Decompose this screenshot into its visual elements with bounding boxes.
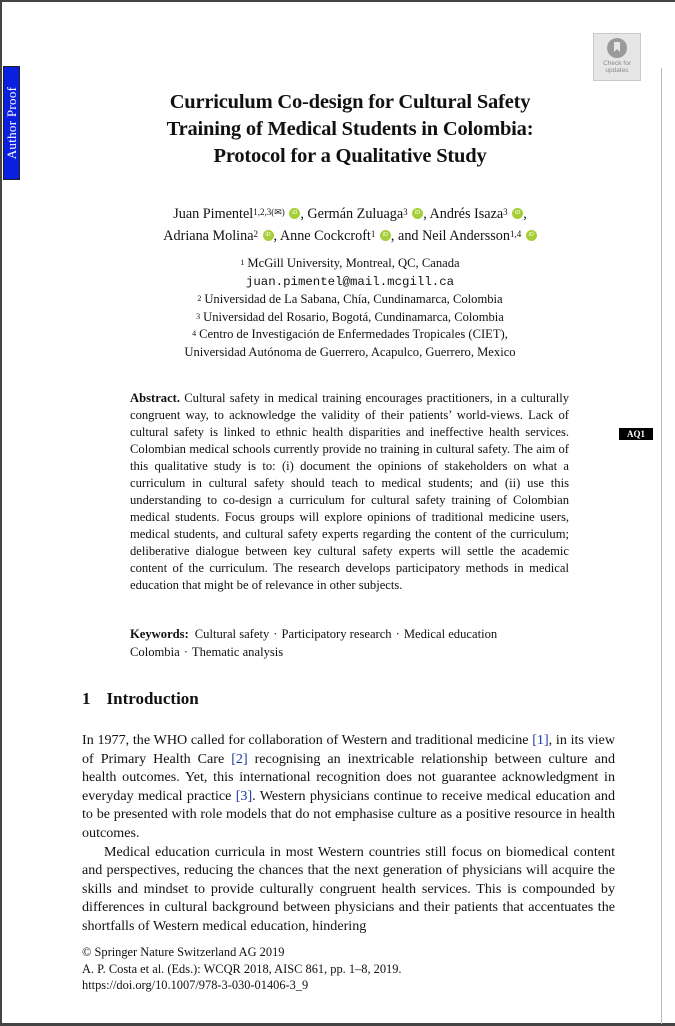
author-affil: 1 bbox=[370, 229, 376, 239]
check-for-updates-button[interactable] bbox=[593, 33, 641, 81]
margin-rule bbox=[661, 68, 662, 1024]
orcid-icon[interactable]: iD bbox=[526, 230, 537, 241]
affiliation: $^2$ Universidad de La Sabana, Chía, Cundinamarca, Colombia bbox=[197, 292, 503, 306]
citation-link[interactable]: [2] bbox=[231, 750, 248, 767]
author-name: Adriana Molina bbox=[163, 228, 254, 244]
abstract bbox=[130, 390, 569, 594]
affiliation: $^3$ Universidad del Rosario, Bogotá, Cundinamarca, Colombia bbox=[196, 309, 504, 324]
keyword: Colombia bbox=[130, 644, 180, 659]
footer bbox=[82, 944, 402, 994]
check-updates-line1: Check for bbox=[603, 60, 631, 67]
orcid-icon[interactable]: iD bbox=[263, 230, 274, 241]
author-name: Andrés Isaza bbox=[429, 206, 504, 222]
section-title: Introduction bbox=[106, 689, 199, 708]
author-affil: 1,4 bbox=[509, 229, 522, 239]
section-heading bbox=[82, 689, 199, 709]
paragraph: In 1977, the WHO called for collaboration of Western and traditional medicine [1], in its view of Primary Health Care [2] recognising an inextricable relationship between culture and health outcomes. Yet, this international recognition does not guarantee acknowledgment in everyday medical practice [3]. Western physicians continue to receive medical education and to be presented with role models that do not emphasise culture as a positive resource in health outcomes. bbox=[82, 732, 616, 841]
author-affil: 2 bbox=[253, 229, 258, 239]
body-text bbox=[82, 731, 615, 936]
title-line: Training of Medical Students in Colombia: bbox=[166, 118, 534, 140]
affiliations bbox=[80, 255, 620, 361]
author-name: Juan Pimentel bbox=[173, 206, 254, 222]
affiliation: $^1$ McGill University, Montreal, QC, Canada bbox=[240, 256, 460, 270]
author-affil: 3 bbox=[403, 207, 408, 217]
keyword: Thematic analysis bbox=[191, 644, 284, 659]
keyword: Medical education bbox=[403, 627, 498, 641]
affiliation: Universidad Autónoma de Guerrero, Acapulco, Guerrero, Mexico bbox=[184, 344, 516, 359]
keywords: Keywords: Cultural safety · Participatory research · Medical education Colombia · Thematic analysis bbox=[130, 627, 498, 659]
author-affil: 3 bbox=[503, 207, 508, 217]
author-proof-label: Author Proof bbox=[3, 86, 19, 160]
author-list bbox=[80, 203, 620, 247]
author-affil: 1,2,3(✉) bbox=[253, 207, 285, 217]
title-line: Protocol for a Qualitative Study bbox=[213, 145, 487, 167]
citation-info: A. P. Costa et al. (Eds.): WCQR 2018, AISC 861, pp. 1–8, 2019. bbox=[82, 961, 402, 976]
abstract-label: Abstract. bbox=[130, 391, 181, 405]
author-line: Juan Pimentel$^{1,2,3(✉)}$ iD , Germán Zuluaga$^3$ iD , Andrés Isaza$^3$ iD , bbox=[173, 206, 527, 222]
citation-link[interactable]: [1] bbox=[532, 732, 549, 748]
author-line: Adriana Molina$^2$ iD , Anne Cockcroft$^1$ iD , and Neil Andersson$^{1,4}$ iD bbox=[80, 225, 620, 247]
author-name: Germán Zuluaga bbox=[307, 206, 404, 222]
envelope-icon[interactable]: (✉) bbox=[271, 207, 285, 217]
copyright: © Springer Nature Switzerland AG 2019 bbox=[82, 945, 285, 959]
keyword: Cultural safety bbox=[194, 627, 270, 641]
affiliation: $^4$ Centro de Investigación de Enfermedades Tropicales (CIET), bbox=[192, 327, 508, 341]
check-updates-line2: updates bbox=[605, 67, 629, 74]
orcid-icon[interactable]: iD bbox=[289, 208, 300, 219]
author-name: Anne Cockcroft bbox=[279, 228, 371, 244]
author-query-tag[interactable]: AQ1 bbox=[619, 428, 653, 440]
title-line: Curriculum Co-design for Cultural Safety bbox=[169, 91, 531, 113]
orcid-icon[interactable]: iD bbox=[412, 208, 423, 219]
orcid-icon[interactable]: iD bbox=[512, 208, 523, 219]
section-number: 1 bbox=[82, 689, 91, 708]
paragraph: Medical education curricula in most Western countries still focus on biomedical content and perspectives, reducing the chances that the next generation of physicians will acquire the skills and mindset to provide culturally congruent health services. This is compounded by differences in cultural background between physicians and their patients that accentuates the shortfalls of Western medical education, hindering bbox=[82, 843, 615, 934]
author-name: Neil Andersson bbox=[422, 228, 510, 244]
abstract-text: Cultural safety in medical training encourages practitioners, in a culturally congruent way, to acknowledge the validity of their patients’ world-views. Lack of cultural safety is linked to ethnic health disparities and ineffective health services. Colombian medical schools currently provide no training in cultural safety. The aim of this qualitative study is to: (i) document the opinions of stakeholders on what a curriculum in cultural safety should teach to medical students; and (ii) use this understanding to co-design a curriculum for cultural safety training of Colombian medical students. Focus groups will explore opinions of traditional medicine users, medical students, and cultural safety experts regarding the content of the curriculum; deliberative dialogue between key cultural safety experts will settle the academic content of the curriculum. The research develops participatory methods in medical education that might be of relevance in other subjects. bbox=[130, 391, 569, 592]
bookmark-icon bbox=[607, 38, 627, 58]
affiliation-email[interactable] bbox=[80, 273, 620, 292]
author-proof-tag bbox=[3, 66, 20, 180]
keywords-label: Keywords: bbox=[130, 627, 189, 641]
doi-link[interactable]: https://doi.org/10.1007/978-3-030-01406-3_9 bbox=[82, 978, 309, 993]
citation-link[interactable]: [3] bbox=[235, 787, 253, 804]
email-link[interactable]: juan.pimentel@mail.mcgill.ca bbox=[245, 274, 455, 289]
orcid-icon[interactable]: iD bbox=[380, 230, 391, 241]
paper-title bbox=[80, 89, 620, 170]
keyword: Participatory research bbox=[281, 627, 392, 641]
